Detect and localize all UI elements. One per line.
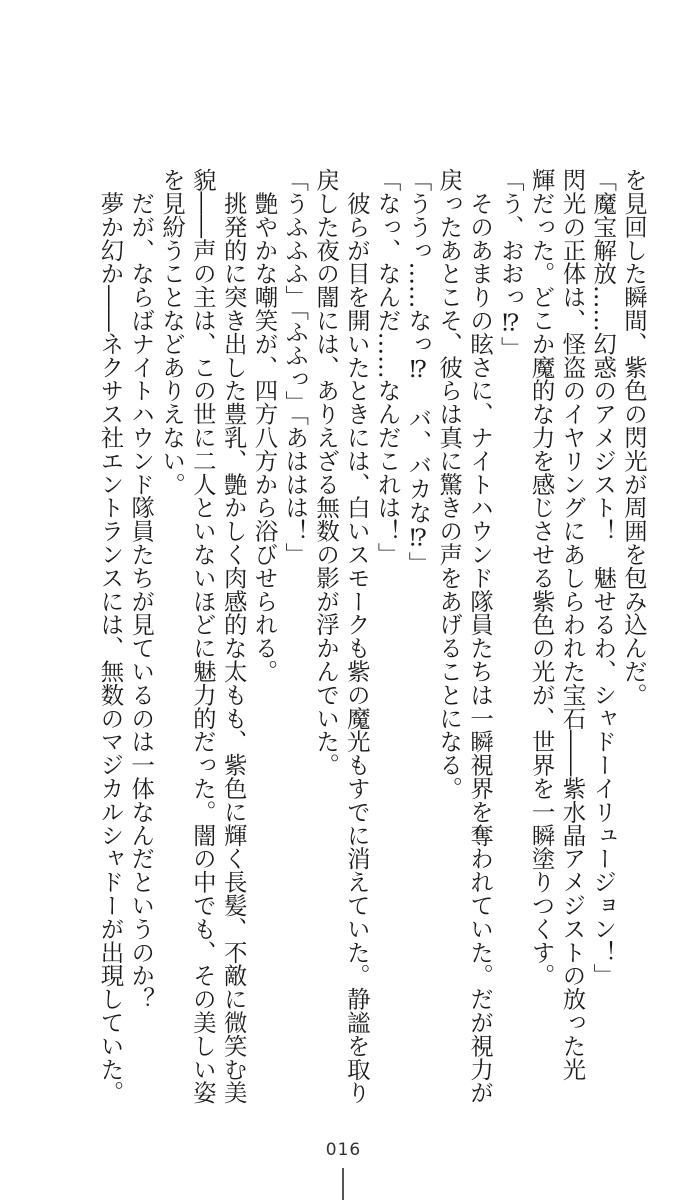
text-line: 輝だった。どこか魔的な力を感じさせる紫色の光が、世界を一瞬塗りつくす。 xyxy=(527,168,556,987)
text-line: 閃光の正体は、怪盗のイヤリングにあしらわれた宝石――紫水晶アメジストの放った光 xyxy=(558,168,587,1081)
text-line: 艶やかな嘲笑が、四方八方から浴びせられる。 xyxy=(250,168,279,683)
text-line: そのあまりの眩さに、ナイトハウンド隊員たちは一瞬視界を奪われていた。だが視力が xyxy=(466,168,495,1104)
text-line: 挑発的に突き出した豊乳、艶かしく肉感的な太もも、紫色に輝く長髪、不敵に微笑む美 xyxy=(219,168,248,1104)
text-line: を見回した瞬間、紫色の閃光が周囲を包み込んだ。 xyxy=(620,168,648,707)
text-line: だが、ならばナイトハウンド隊員たちが見ているのは一体なんだというのか？ xyxy=(127,168,156,1011)
text-line: 戻した夜の闇には、ありえざる無数の影が浮かんでいた。 xyxy=(312,168,341,777)
text-line: を見紛うことなどありえない。 xyxy=(158,168,187,496)
vertical-text-block xyxy=(95,168,649,1104)
text-line: 「魔宝解放……幻惑のアメジスト！ 魅せるわ、シャドーイリュージョン！」 xyxy=(589,168,618,987)
text-line: 夢か幻か――ネクサス社エントランスには、無数のマジカルシャドーが出現していた。 xyxy=(96,168,125,1104)
text-line: 「なっ、なんだ……なんだこれは！」 xyxy=(373,168,402,566)
text-line: 戻ったあとこそ、彼らは真に驚きの声をあげることになる。 xyxy=(435,168,464,800)
text-line: 「う、おおっ⁉」 xyxy=(496,168,525,360)
text-line: 「ううっ……なっ⁉ バ、バカな⁉」 xyxy=(404,168,433,575)
page-number: 016 xyxy=(325,1140,362,1160)
text-line: 彼らが目を開いたときには、白いスモークも紫の魔光もすでに消えていた。静謐を取り xyxy=(342,168,371,1104)
text-line: 「うふふふ」「ふふっ」「あははは！」 xyxy=(281,168,310,566)
text-line: 貌――声の主は、この世に二人といないほどに魅力的だった。闇の中でも、その美しい姿 xyxy=(188,168,217,1104)
page-bottom-marker xyxy=(342,1168,344,1200)
